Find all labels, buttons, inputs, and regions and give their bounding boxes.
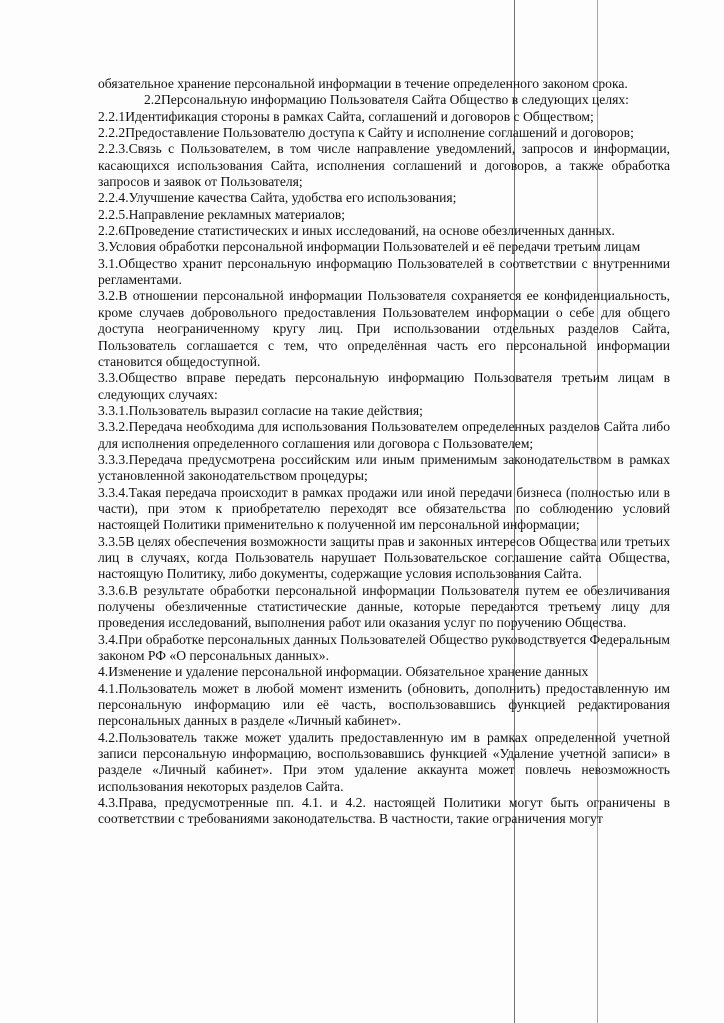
paragraph: 3.Условия обработки персональной информации Пользователей и её передачи третьим лицам bbox=[98, 239, 641, 255]
paragraph: 3.3.6.В результате обработки персональной информации Пользователя путем ее обезличивания получены обезличенные статистические данные, которые передаются третьему лицу для проведения исследований, выполнения работ или оказания услуг по поручению Общества. bbox=[98, 582, 670, 631]
paragraph: 2.2.3.Связь с Пользователем, в том числе направление уведомлений, запросов и информации, касающихся использования Сайта, исполнения соглашений и договоров, а также обработка запросов и заявок от Пользователя; bbox=[98, 141, 670, 190]
paragraph: 3.3.1.Пользователь выразил согласие на такие действия; bbox=[98, 402, 423, 418]
paragraph: 3.4.При обработке персональных данных Пользователей Общество руководствуется Федеральным законом РФ «О персональных данных». bbox=[98, 631, 670, 664]
paragraph: 3.3.4.Такая передача происходит в рамках продажи или иной передачи бизнеса (полностью или в части), при этом к приобретателю переходят все обязательства по соблюдению условий настоящей Политики применительно к полученной им персональной информации; bbox=[98, 484, 670, 533]
paragraph: 3.1.Общество хранит персональную информацию Пользователей в соответствии с внутренними регламентами. bbox=[98, 255, 670, 288]
paragraph: 2.2.2Предоставление Пользователю доступа к Сайту и исполнение соглашений и договоров; bbox=[98, 125, 634, 141]
paragraph: 2.2.1Идентификация стороны в рамках Сайта, соглашений и договоров с Обществом; bbox=[98, 108, 594, 124]
paragraph: 3.3.Общество вправе передать персональную информацию Пользователя третьим лицам в следующих случаях: bbox=[98, 370, 670, 402]
paragraph: 3.3.3.Передача предусмотрена российским или иным применимым законодательством в рамках установленной законодательством процедуры; bbox=[98, 451, 670, 484]
paragraph: 3.3.5В целях обеспечения возможности защиты прав и законных интересов Общества или третьих лиц в случаях, когда Пользователь нарушает Пользовательское соглашение сайта Общества, настоящую Политику, либо документы, содержащие условия использования Сайта. bbox=[98, 533, 670, 582]
paragraph: 4.3.Права, предусмотренные пп. 4.1. и 4.2. настоящей Политики могут быть ограничены в соответствии с требованиями законодательства. В частности, такие ограничения могут bbox=[98, 795, 670, 827]
paragraph: обязательное хранение персональной информации в течение определенного законом срока. bbox=[98, 76, 628, 91]
paragraph: 3.3.2.Передача необходима для использования Пользователем определенных разделов Сайта либо для исполнения определенного соглашения или договора с Пользователем; bbox=[98, 419, 670, 451]
document-body bbox=[98, 76, 670, 828]
paragraph: 2.2.6Проведение статистических и иных исследований, на основе обезличенных данных. bbox=[98, 223, 615, 239]
paragraph: 2.2.4.Улучшение качества Сайта, удобства его использования; bbox=[98, 190, 457, 206]
paragraph: 4.1.Пользователь может в любой момент изменить (обновить, дополнить) предоставленную им персональную информацию или её часть, воспользовавшись функцией редактирования персональных данных в разделе «Личный кабинет». bbox=[98, 680, 670, 729]
paragraph: 4.2.Пользователь также может удалить предоставленную им в рамках определенной учетной записи персональную информацию, воспользовавшись функцией «Удаление учетной записи» в разделе «Личный кабинет». При этом удаление аккаунта может повлечь невозможность использования некоторых разделов Сайта. bbox=[98, 729, 670, 794]
paragraph: 4.Изменение и удаление персональной информации. Обязательное хранение данных bbox=[98, 664, 589, 680]
paragraph: 2.2Персональную информацию Пользователя Сайта Общество в следующих целях: bbox=[144, 92, 629, 108]
paragraph: 3.2.В отношении персональной информации Пользователя сохраняется ее конфиденциальность, кроме случаев добровольного предоставления Пользователем информации о себе для общего доступа неограниченному кругу лиц. При использовании отдельных разделов Сайта, Пользователь соглашается с тем, что определённая часть его персональной информации становится общедоступной. bbox=[98, 288, 670, 369]
paragraph: 2.2.5.Направление рекламных материалов; bbox=[98, 206, 346, 222]
